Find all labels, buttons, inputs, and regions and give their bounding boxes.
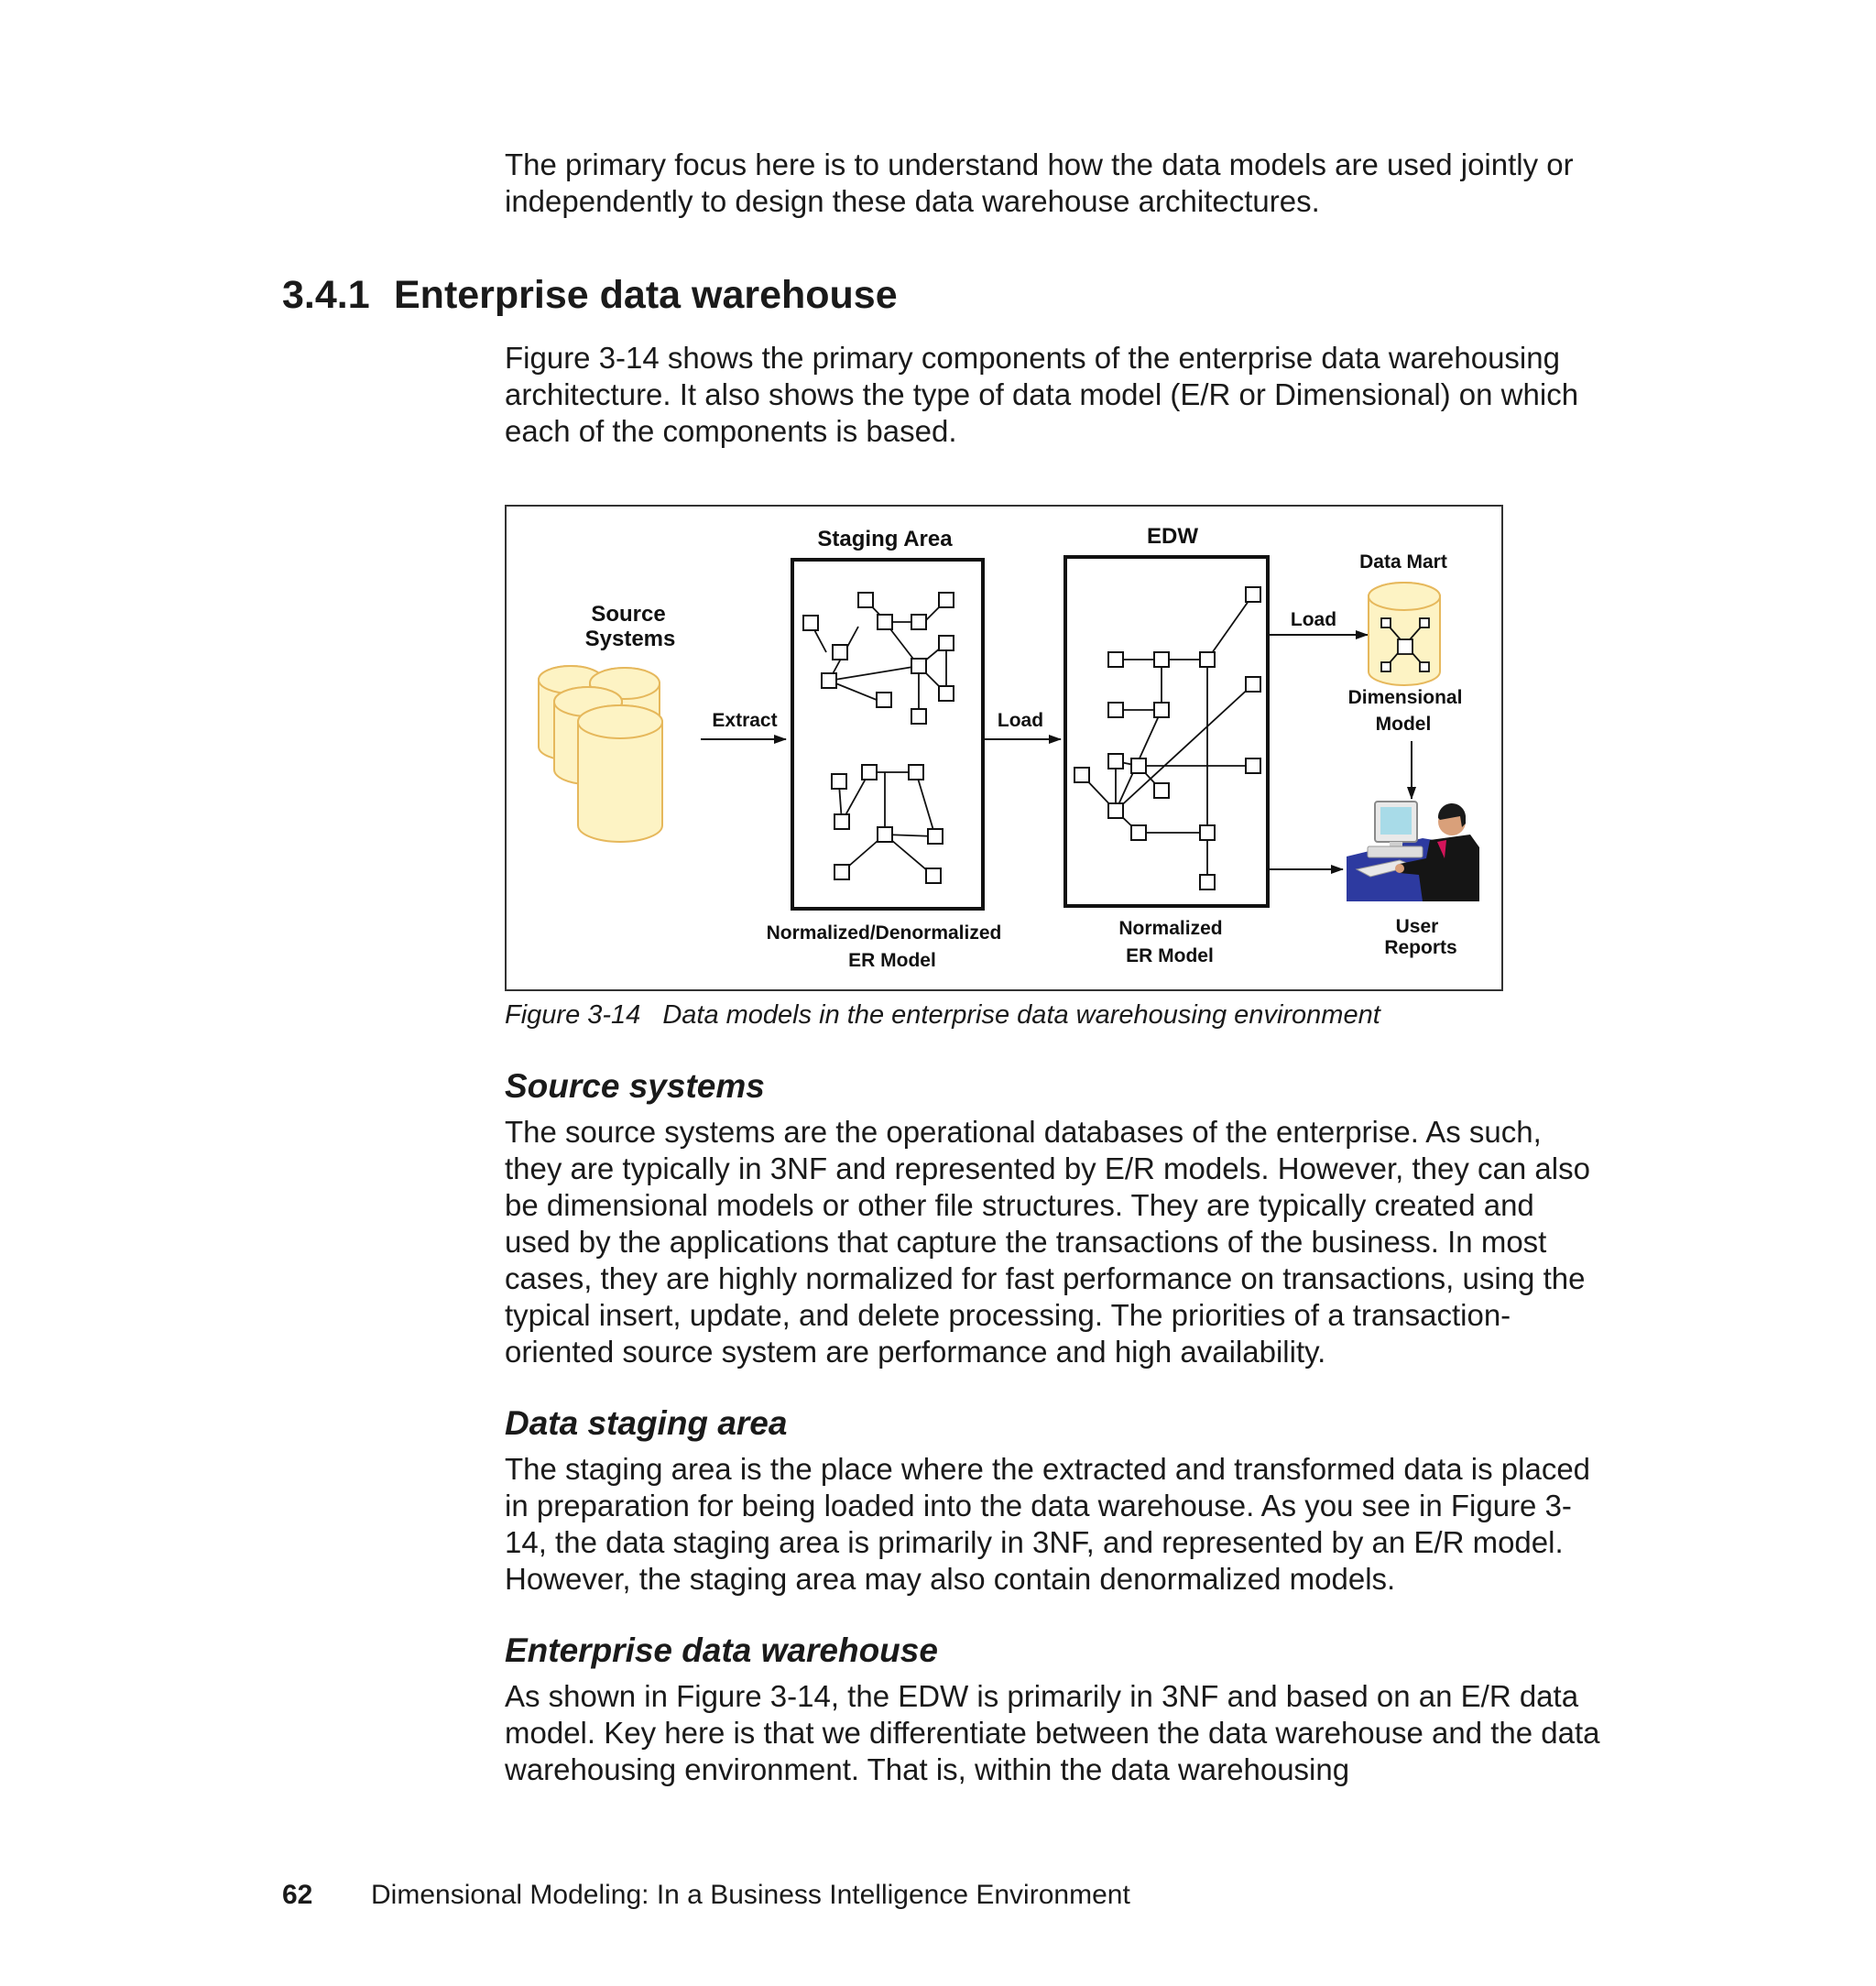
edw-label: EDW	[1147, 524, 1198, 549]
enterprise-data-warehouse-paragraph: As shown in Figure 3-14, the EDW is primarily in 3NF and based on an E/R data model. Key here is that we differentiate between the data warehouse and the data warehousing environment. That is, within the data warehousing	[505, 1679, 1600, 1786]
data-staging-area-heading: Data staging area	[505, 1404, 788, 1442]
book-title: Dimensional Modeling: In a Business Intelligence Environment	[371, 1880, 1130, 1910]
figure-caption-text: Data models in the enterprise data warehousing environment	[662, 1000, 1380, 1030]
section-heading	[282, 273, 898, 318]
edw-model-label-line2: ER Model	[1126, 945, 1214, 966]
data-staging-area-paragraph: The staging area is the place where the extracted and transformed data is placed in preparation for being loaded into the data warehouse. As you see in Figure 3-14, the data staging area is primarily in 3NF, and represented by an E/R model. However, the staging area may also contain denormalized models.	[505, 1452, 1591, 1596]
page-footer	[282, 1880, 1130, 1911]
source-systems-cylinders	[539, 666, 662, 842]
load-label-2: Load	[1290, 609, 1337, 630]
user-reports-label-line2: Reports	[1384, 937, 1457, 958]
source-systems-label-line2: Systems	[584, 627, 676, 651]
staging-area-label: Staging Area	[817, 527, 953, 551]
load-label-1: Load	[997, 710, 1044, 731]
section-paragraph: Figure 3-14 shows the primary components of the enterprise data warehousing architecture. It also shows the type of data model (E/R or Dimensional) on which each of the components is based.	[505, 341, 1579, 448]
source-systems-heading: Source systems	[505, 1067, 765, 1105]
user-computer-icon	[1347, 802, 1479, 901]
dimensional-model-label-line1: Dimensional	[1347, 687, 1463, 708]
data-mart-label: Data Mart	[1359, 551, 1447, 573]
intro-paragraph: The primary focus here is to understand how the data models are used jointly or independently to design these data warehouse architectures.	[505, 147, 1574, 218]
figure-3-14	[505, 505, 1503, 991]
user-reports-label-line1: User	[1395, 916, 1439, 937]
staging-area-box	[792, 560, 983, 909]
source-systems-paragraph: The source systems are the operational databases of the enterprise. As such, they are typically in 3NF and represented by E/R models. However, they can also be dimensional models or other file structures. They are typically created and used by the applications that capture the transactions of the business. In most cases, they are highly normalized for fast performance on transactions, using the typical insert, update, and delete processing. The priorities of a transaction-oriented source system are performance and high availability.	[505, 1115, 1590, 1369]
staging-model-label-line2: ER Model	[848, 950, 936, 971]
dimensional-model-label-line2: Model	[1375, 714, 1432, 735]
edw-diagram	[507, 507, 1505, 993]
figure-caption-number: Figure 3-14	[505, 1000, 641, 1030]
staging-model-label-line1: Normalized/Denormalized	[766, 922, 1002, 944]
figure-caption	[505, 1000, 1380, 1031]
enterprise-data-warehouse-heading: Enterprise data warehouse	[505, 1631, 938, 1669]
source-systems-label-line1: Source	[591, 602, 666, 627]
page-number: 62	[282, 1880, 313, 1910]
edw-model-label-line1: Normalized	[1118, 918, 1223, 939]
edw-box	[1065, 557, 1268, 906]
extract-label: Extract	[712, 710, 778, 731]
section-number: 3.4.1	[282, 273, 370, 317]
section-title: Enterprise data warehouse	[394, 273, 898, 317]
